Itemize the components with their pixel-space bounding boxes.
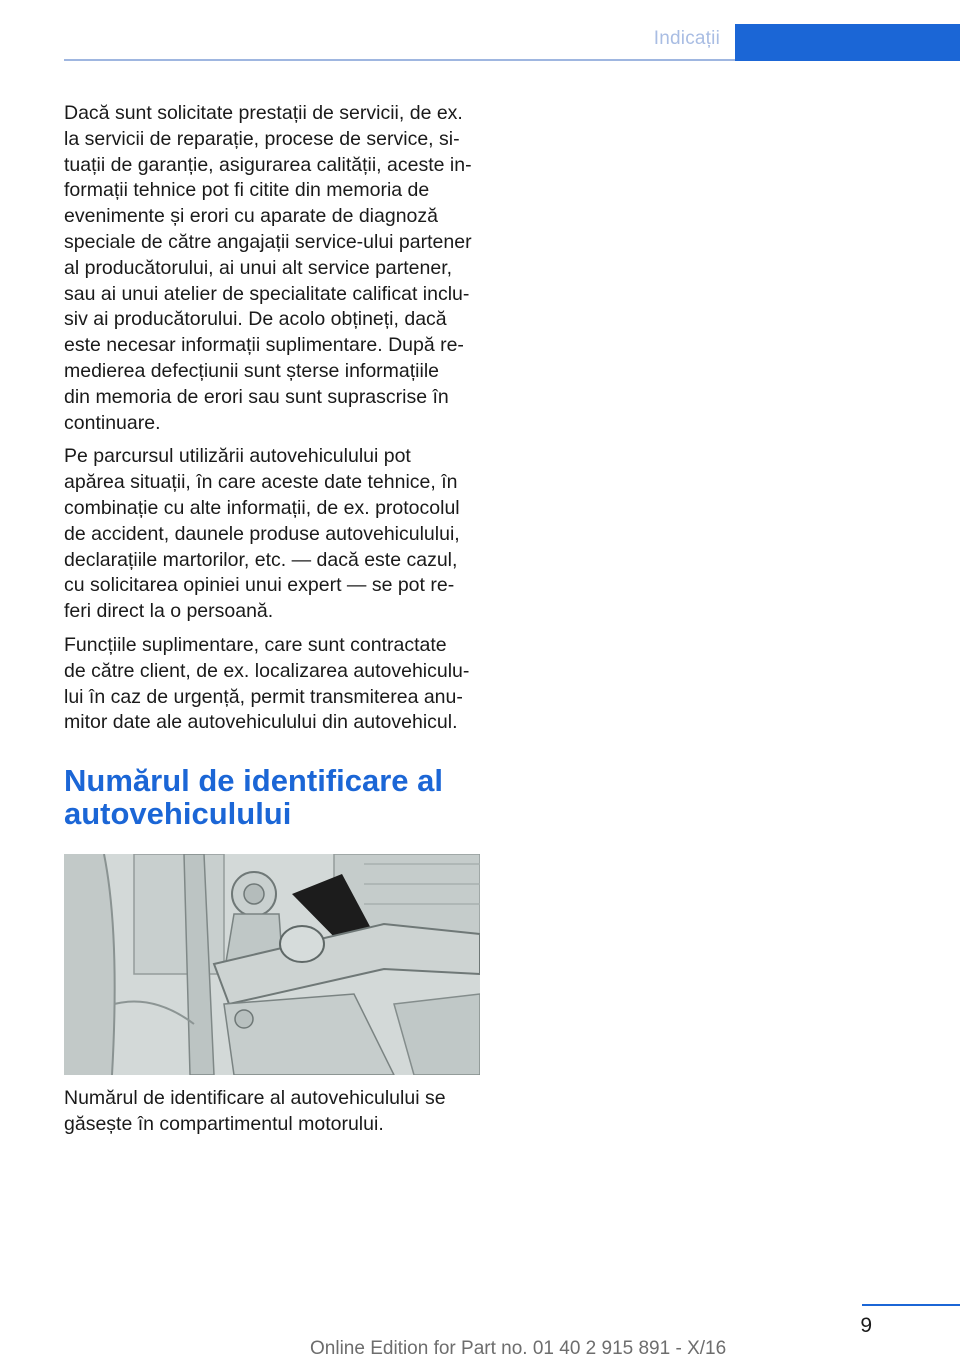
section-title: Indicații: [653, 28, 720, 49]
figure-caption: Numărul de identificare al autovehiculului se găsește în compartimentul motorului.: [64, 1087, 446, 1135]
paragraph-functions: Funcțiile suplimentare, care sunt contractate de către client, de ex. localizarea autovehiculu- lui în caz de urgență, permit transmiterea anu- mitor date ale autovehiculului din autovehicul.: [64, 633, 470, 734]
paragraph-usage: Pe parcursul utilizării autovehiculului pot apărea situații, în care aceste date tehnice, în combinație cu alte informații, de ex. protocolul de accident, daunele produse autovehiculului, declarațiile martorilor, etc. — dacă este cazul, cu solicitarea opiniei unui expert — se pot re- feri direct la o persoană.: [64, 445, 460, 623]
footer-rule: [862, 1304, 960, 1306]
engine-compartment-illustration: [64, 854, 480, 1075]
edition-footer: Online Edition for Part no. 01 40 2 915 891 - X/16: [310, 1338, 727, 1359]
page-number: 9: [860, 1314, 872, 1337]
paragraph-service: Dacă sunt solicitate prestații de servicii, de ex. la servicii de reparație, procese de service, si- tuații de garanție, asigurarea calității, aceste in- formații tehnice pot fi citite din memoria de evenimente și erori cu aparate de diagnoză speciale de către angajații service-ului partener al producătorului, ai unui alt service partener, sau ai unui atelier de specialitate calificat inclu- siv ai producătorului. De acolo obțineți, dacă este necesar informații suplimentare. După re- medierea defecțiunii sunt șterse informațiile din memoria de erori sau sunt suprascrise în continuare.: [64, 102, 472, 434]
section-heading: Numărul de identificare al autovehiculului: [64, 763, 443, 832]
main-column: [64, 101, 482, 1146]
section-tab-block: [735, 24, 960, 61]
header-rule: [64, 59, 735, 61]
